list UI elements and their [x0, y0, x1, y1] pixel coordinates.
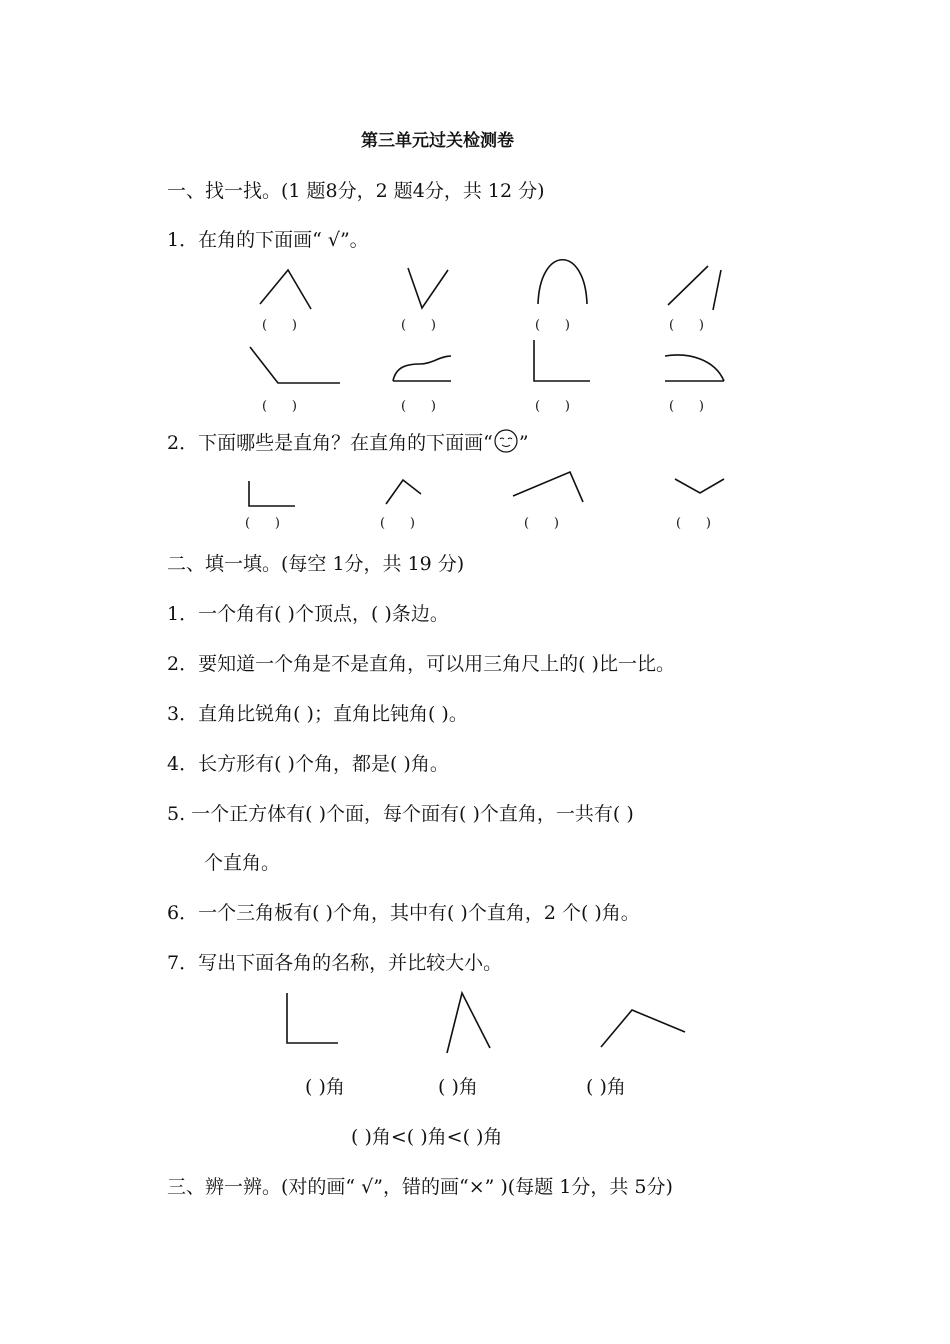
answer-paren[interactable]: ( )	[262, 399, 297, 414]
answer-paren[interactable]: ( )	[401, 399, 436, 414]
question-1-1: 1．在角的下面画“ √”。	[167, 229, 369, 251]
question-2-2: 2．要知道一个角是不是直角，可以用三角尺上的( )比一比。	[167, 653, 675, 675]
question-2-5-line-2: 个直角。	[204, 852, 281, 874]
question-1-2	[167, 434, 529, 453]
curved-side-figure	[393, 356, 451, 381]
answer-paren[interactable]: ( )	[401, 318, 436, 333]
semicircle-figure	[665, 355, 724, 381]
question-1-2-suffix: ”	[518, 432, 529, 454]
answer-paren[interactable]: ( )	[676, 516, 711, 531]
answer-paren[interactable]: ( )	[245, 516, 280, 531]
angle-figure-obtuse-large	[601, 1010, 685, 1047]
curved-arch-figure	[538, 260, 587, 304]
question-2-5-line-1: 5. 一个正方体有( )个面，每个面有( )个直角，一共有( )	[167, 803, 634, 825]
angle-name-blank[interactable]: ( )角	[586, 1076, 626, 1098]
angle-figure-acute-small	[386, 480, 421, 504]
angle-compare-line[interactable]: ( )角<( )角<( )角	[351, 1126, 503, 1148]
answer-paren[interactable]: ( )	[669, 318, 704, 333]
answer-paren[interactable]: ( )	[669, 399, 704, 414]
answer-paren[interactable]: ( )	[535, 318, 570, 333]
page-title: 第三单元过关检测卷	[361, 131, 514, 151]
answer-paren[interactable]: ( )	[262, 318, 297, 333]
question-2-4: 4．长方形有( )个角，都是( )角。	[167, 753, 449, 775]
angle-figure-right	[534, 340, 590, 381]
angle-figure-acute-peak	[260, 270, 311, 309]
smiley-face-icon-svg	[493, 428, 519, 454]
angle-figure-obtuse	[250, 347, 340, 383]
smiley-face-icon	[493, 434, 519, 452]
angle-figure-acute-large	[447, 993, 490, 1053]
angle-figure-right-large	[287, 993, 338, 1043]
angle-figure-right-small	[249, 481, 295, 506]
question-2-3: 3．直角比锐角( )；直角比钝角( )。	[167, 703, 468, 725]
section-1-heading: 一、找一找。(1 题8分，2 题4分，共 12 分)	[167, 180, 545, 202]
question-2-1: 1．一个角有( )个顶点，( )条边。	[167, 603, 449, 625]
open-lines-figure	[668, 266, 721, 310]
question-2-6: 6．一个三角板有( )个角，其中有( )个直角，2 个( )角。	[167, 902, 640, 924]
angle-name-blank[interactable]: ( )角	[438, 1076, 478, 1098]
question-2-7: 7．写出下面各角的名称，并比较大小。	[167, 952, 503, 974]
section-2-heading: 二、填一填。(每空 1分，共 19 分)	[167, 553, 465, 575]
angle-figure-obtuse-wide	[513, 472, 583, 502]
angle-name-blank[interactable]: ( )角	[305, 1076, 345, 1098]
angle-figure-v-wide	[675, 479, 724, 493]
answer-paren[interactable]: ( )	[524, 516, 559, 531]
angle-figure-v-shape	[408, 268, 448, 308]
answer-paren[interactable]: ( )	[380, 516, 415, 531]
section-3-heading: 三、辨一辨。(对的画“ √”，错的画“×” )(每题 1分，共 5分)	[167, 1176, 673, 1198]
question-1-2-prefix: 2．下面哪些是直角？在直角的下面画“	[167, 432, 493, 454]
answer-paren[interactable]: ( )	[535, 399, 570, 414]
